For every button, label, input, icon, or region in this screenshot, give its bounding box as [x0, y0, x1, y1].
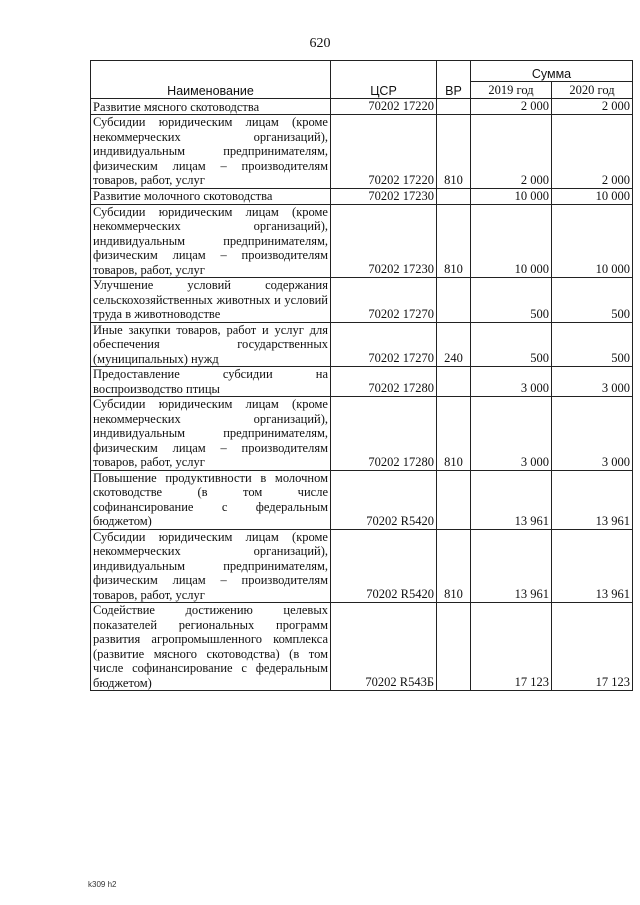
cell-sum-2019: 3 000: [471, 397, 552, 471]
cell-csr: 70202 17270: [331, 322, 437, 367]
table-row: [91, 367, 633, 397]
table-row: [91, 529, 633, 603]
page-number: 620: [309, 36, 331, 51]
table-row: [91, 204, 633, 278]
column-header-sum: Сумма: [471, 61, 633, 82]
table-row: [91, 115, 633, 189]
cell-vr: [437, 470, 471, 529]
cell-sum-2020: 10 000: [552, 204, 633, 278]
cell-vr: [437, 603, 471, 691]
table-row: [91, 397, 633, 471]
cell-sum-2019: 500: [471, 278, 552, 323]
table-header: [91, 61, 633, 99]
cell-vr: 810: [437, 204, 471, 278]
cell-vr: 810: [437, 529, 471, 603]
cell-sum-2019: 10 000: [471, 188, 552, 204]
cell-sum-2020: 3 000: [552, 367, 633, 397]
cell-vr: [437, 367, 471, 397]
cell-sum-2019: 3 000: [471, 367, 552, 397]
cell-sum-2020: 17 123: [552, 603, 633, 691]
cell-csr: 70202 R5420: [331, 470, 437, 529]
column-header-vr: ВР: [437, 61, 471, 99]
cell-sum-2019: 13 961: [471, 470, 552, 529]
cell-sum-2019: 13 961: [471, 529, 552, 603]
cell-name: Субсидии юридическим лицам (кроме некоммерческих организаций), индивидуальным предпринимателям, физическим лицам – производителям товаров, работ, услуг: [91, 397, 331, 471]
cell-csr: 70202 17280: [331, 367, 437, 397]
cell-name: Улучшение условий содержания сельскохозяйственных животных и условий труда в животноводстве: [91, 278, 331, 323]
column-header-csr: ЦСР: [331, 61, 437, 99]
cell-name: Повышение продуктивности в молочном скотоводстве (в том числе софинансирование с федеральным бюджетом): [91, 470, 331, 529]
cell-sum-2020: 13 961: [552, 470, 633, 529]
cell-sum-2020: 3 000: [552, 397, 633, 471]
cell-sum-2019: 2 000: [471, 115, 552, 189]
table-row: [91, 278, 633, 323]
cell-name: Содействие достижению целевых показателей региональных программ развития агропромышленного комплекса (развитие мясного скотоводства) (в том числе софинансирование с федеральным бюджетом): [91, 603, 331, 691]
table-row: [91, 603, 633, 691]
column-header-2020: 2020 год: [552, 82, 633, 99]
cell-name: Развитие молочного скотоводства: [91, 188, 331, 204]
cell-name: Развитие мясного скотоводства: [91, 99, 331, 115]
table-body: [91, 99, 633, 691]
cell-csr: 70202 17230: [331, 204, 437, 278]
cell-name: Предоставление субсидии на воспроизводство птицы: [91, 367, 331, 397]
cell-sum-2020: 2 000: [552, 115, 633, 189]
footer-code: k309 h2: [88, 880, 117, 889]
cell-name: Субсидии юридическим лицам (кроме некоммерческих организаций), индивидуальным предпринимателям, физическим лицам – производителям товаров, работ, услуг: [91, 115, 331, 189]
table-row: [91, 188, 633, 204]
cell-sum-2019: 17 123: [471, 603, 552, 691]
cell-name: Иные закупки товаров, работ и услуг для обеспечения государственных (муниципальных) нужд: [91, 322, 331, 367]
cell-name: Субсидии юридическим лицам (кроме некоммерческих организаций), индивидуальным предпринимателям, физическим лицам – производителям товаров, работ, услуг: [91, 204, 331, 278]
cell-csr: 70202 R5420: [331, 529, 437, 603]
table-row: [91, 99, 633, 115]
cell-vr: [437, 99, 471, 115]
cell-sum-2020: 500: [552, 278, 633, 323]
cell-sum-2019: 2 000: [471, 99, 552, 115]
cell-vr: [437, 188, 471, 204]
column-header-2019: 2019 год: [471, 82, 552, 99]
cell-vr: [437, 278, 471, 323]
cell-sum-2020: 10 000: [552, 188, 633, 204]
cell-csr: 70202 17220: [331, 99, 437, 115]
cell-sum-2020: 500: [552, 322, 633, 367]
budget-table: [90, 60, 633, 691]
cell-sum-2020: 13 961: [552, 529, 633, 603]
cell-csr: 70202 17230: [331, 188, 437, 204]
cell-vr: 240: [437, 322, 471, 367]
cell-name: Субсидии юридическим лицам (кроме некоммерческих организаций), индивидуальным предпринимателям, физическим лицам – производителям товаров, работ, услуг: [91, 529, 331, 603]
cell-vr: 810: [437, 397, 471, 471]
cell-sum-2019: 10 000: [471, 204, 552, 278]
cell-vr: 810: [437, 115, 471, 189]
table-row: [91, 322, 633, 367]
table-row: [91, 470, 633, 529]
cell-csr: 70202 17220: [331, 115, 437, 189]
cell-csr: 70202 17280: [331, 397, 437, 471]
column-header-name: Наименование: [91, 61, 331, 99]
cell-csr: 70202 17270: [331, 278, 437, 323]
cell-sum-2020: 2 000: [552, 99, 633, 115]
cell-csr: 70202 R543Б: [331, 603, 437, 691]
cell-sum-2019: 500: [471, 322, 552, 367]
